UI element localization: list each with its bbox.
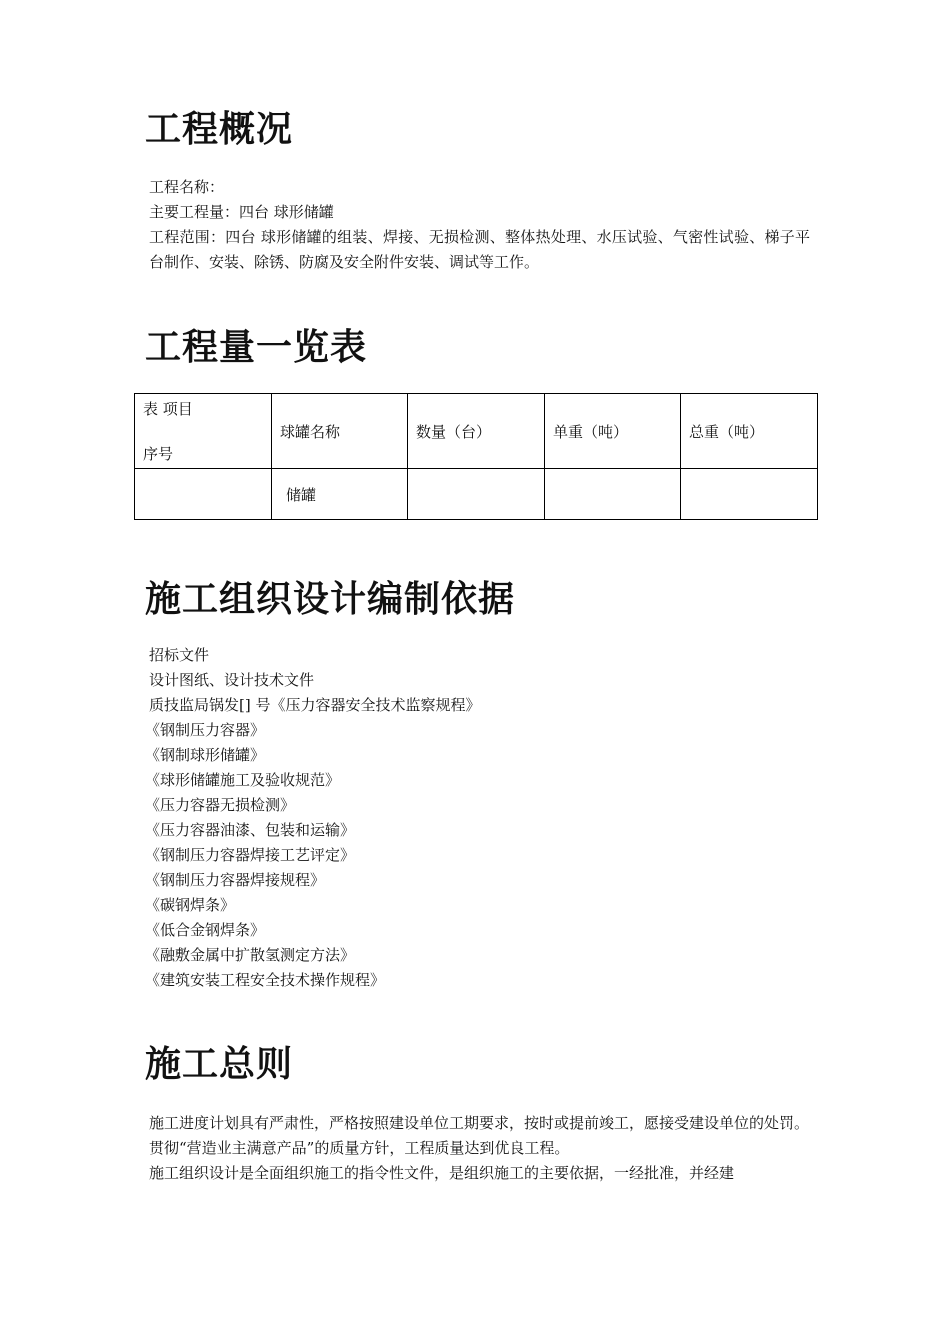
list-item: 设计图纸、设计技术文件 [149,671,315,689]
cell-tank-name: 储罐 [272,469,408,520]
list-item: 《钢制压力容器焊接工艺评定》 [145,846,356,864]
project-name-line: 工程名称： [149,178,225,196]
header-total-weight: 总重（吨） [681,394,818,469]
header-tank-name: 球罐名称 [272,394,408,469]
basis-heading: 施工组织设计编制依据 [145,579,516,620]
principle-design: 施工组织设计是全面组织施工的指令性文件，是组织施工的主要依据，一经批准，并经建 [149,1164,735,1182]
list-item: 《钢制压力容器焊接规程》 [145,871,326,889]
list-item: 《压力容器无损检测》 [145,796,296,814]
principle-schedule: 施工进度计划具有严肃性，严格按照建设单位工期要求，按时或提前竣工，愿接受建设单位的处罚。 [149,1114,810,1132]
project-scope-line: 工程范围：四台 球形储罐的组装、焊接、无损检测、整体热处理、水压试验、气密性试验、梯子平台制作、安装、除锈、防腐及安全附件安装、调试等工作。 [149,228,810,271]
list-item: 质技监局锅发[] 号《压力容器安全技术监察规程》 [149,696,481,714]
list-item: 《钢制压力容器》 [145,721,266,739]
cell-unit-weight [545,469,681,520]
main-quantity-line: 主要工程量：四台 球形储罐 [149,203,334,221]
list-item: 《低合金钢焊条》 [145,921,266,939]
list-item: 招标文件 [149,646,210,664]
list-item: 《压力容器油漆、包装和运输》 [145,821,356,839]
header-unit-weight: 单重（吨） [545,394,681,469]
list-item: 《建筑安装工程安全技术操作规程》 [145,971,386,989]
corner-header-cell [135,394,272,469]
list-item: 《碳钢焊条》 [145,896,236,914]
principle-quality: 贯彻“营造业主满意产品”的质量方针，工程质量达到优良工程。 [149,1139,570,1157]
table-header-row [135,394,818,469]
quantity-heading: 工程量一览表 [145,327,368,368]
list-item: 《融敷金属中扩散氢测定方法》 [145,946,356,964]
quantity-table [134,393,818,520]
list-item: 《球形储罐施工及验收规范》 [145,771,341,789]
cell-seq [135,469,272,520]
principles-section [145,1111,810,1186]
cell-count [408,469,545,520]
overview-section [145,175,810,275]
principles-heading: 施工总则 [145,1044,294,1085]
list-item: 《钢制球形储罐》 [145,746,266,764]
cell-total-weight [681,469,818,520]
header-count: 数量（台） [408,394,545,469]
table-row [135,469,818,520]
basis-list [145,643,810,993]
corner-header-item: 表 项目 [143,400,193,418]
corner-header-seq: 序号 [143,445,174,463]
overview-heading: 工程概况 [145,109,294,150]
